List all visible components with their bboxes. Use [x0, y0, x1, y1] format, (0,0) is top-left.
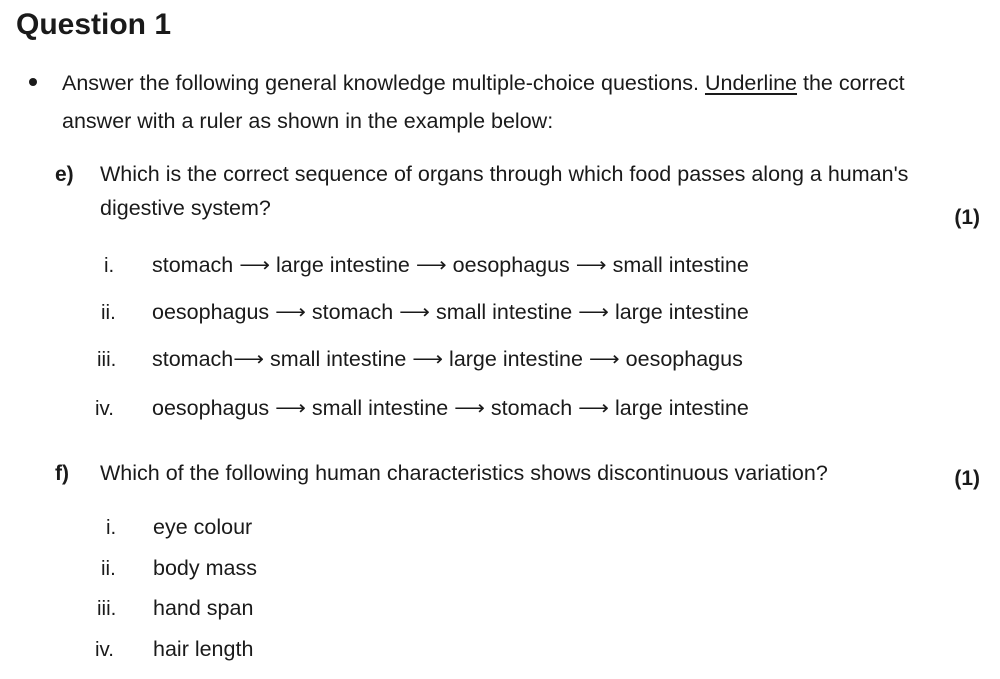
- question-f-text: Which of the following human characteristics shows discontinuous variation?: [100, 461, 828, 485]
- option-f-1-text[interactable]: eye colour: [153, 515, 253, 539]
- option-f-4-text[interactable]: hair length: [153, 637, 254, 661]
- question-f-letter: f): [55, 462, 69, 485]
- bullet-icon: [29, 78, 37, 86]
- question-e-letter: e): [55, 163, 74, 186]
- option-f-4-number: iv.: [95, 638, 114, 661]
- option-e-4-text[interactable]: oesophagus ⟶ small intestine ⟶ stomach ⟶ large intestine: [152, 396, 749, 420]
- instruction-text: [62, 64, 962, 140]
- option-e-3-text[interactable]: stomach⟶ small intestine ⟶ large intestine ⟶ oesophagus: [152, 347, 743, 371]
- option-e-1-text[interactable]: stomach ⟶ large intestine ⟶ oesophagus ⟶ small intestine: [152, 253, 749, 277]
- option-f-3-number: iii.: [97, 597, 117, 620]
- instruction-underlined: Underline: [704, 71, 798, 95]
- option-f-3-text[interactable]: hand span: [153, 596, 254, 620]
- instruction-after: the correct answer with a ruler as shown in the example below:: [62, 71, 905, 133]
- option-e-3-number: iii.: [97, 348, 117, 371]
- question-e-marks: (1): [954, 206, 980, 229]
- question-f-marks: (1): [954, 467, 980, 490]
- question-title: Question 1: [16, 8, 172, 41]
- option-f-1-number: i.: [106, 516, 117, 539]
- option-e-1-number: i.: [104, 254, 115, 277]
- option-e-2-number: ii.: [101, 301, 116, 324]
- option-f-2-text[interactable]: body mass: [153, 556, 257, 580]
- option-e-4-number: iv.: [95, 397, 114, 420]
- option-e-2-text[interactable]: oesophagus ⟶ stomach ⟶ small intestine ⟶ large intestine: [152, 300, 749, 324]
- option-f-2-number: ii.: [101, 557, 116, 580]
- instruction-before: Answer the following general knowledge multiple-choice questions.: [62, 71, 705, 95]
- question-e-text: Which is the correct sequence of organs through which food passes along a human's digestive system?: [100, 162, 909, 220]
